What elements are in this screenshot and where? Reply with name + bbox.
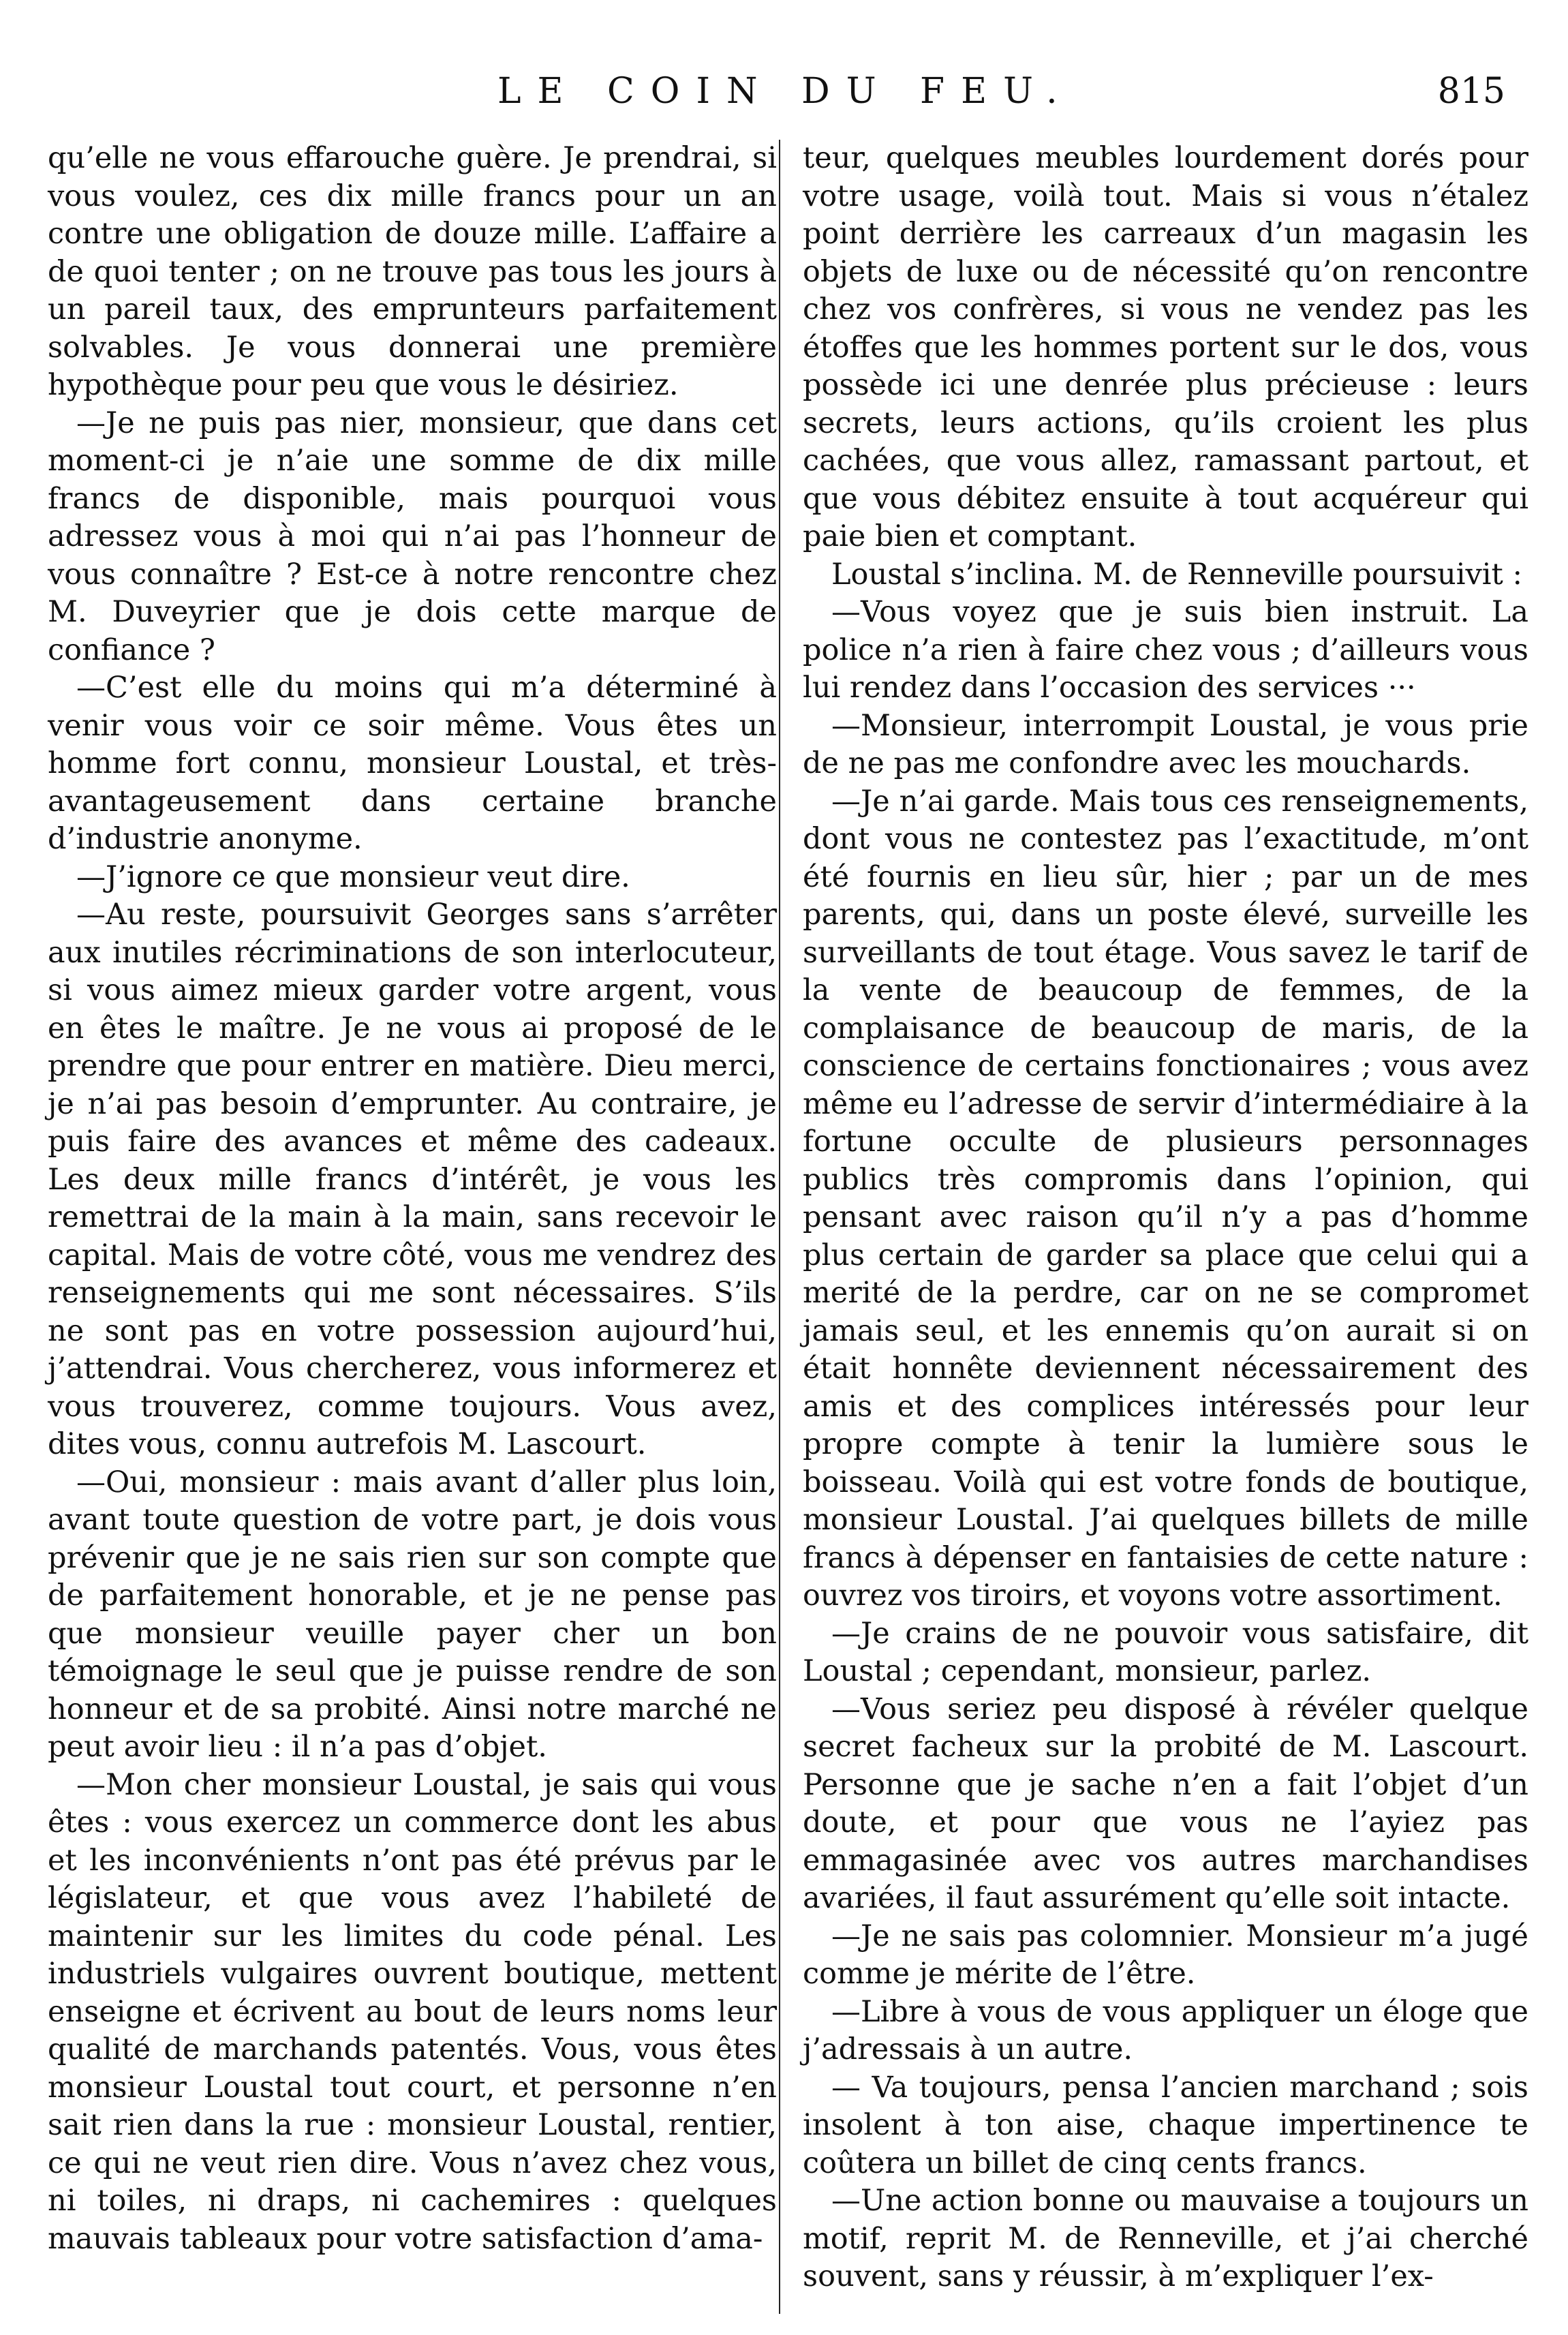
- paragraph: —Au reste, poursuivit Georges sans s’arrêter aux inutiles récriminations de son interlocuteur, si vous aimez mieux garder votre argent, vous en êtes le maître. Je ne vous ai proposé de le prendre que pour entrer en matière. Dieu merci, je n’ai pas besoin d’emprunter. Au contraire, je puis faire des avances et même des cadeaux. Les deux mille francs d’intérêt, je vous les remettrai de la main à la main, sans recevoir le capital. Mais de votre côté, vous me vendrez des renseignements qui me sont nécessaires. S’ils ne sont pas en votre possession aujourd’hui, j’attendrai. Vous chercherez, vous informerez et vous trouverez, comme toujours. Vous avez, dites vous, connu autrefois M. Lascourt.: [48, 898, 777, 1461]
- paragraph: —Une action bonne ou mauvaise a toujours un motif, reprit M. de Renneville, et j’ai cherché souvent, sans y réussir, à m’expliquer l’ex-: [803, 2184, 1528, 2293]
- paragraph: —Je ne puis pas nier, monsieur, que dans cet moment-ci je n’aie une somme de dix mille francs de disponible, mais pourquoi vous adressez vous à moi qui n’ai pas l’honneur de vous connaître ? Est-ce à notre rencontre chez M. Duveyrier que je dois cette marque de confiance ?: [48, 406, 777, 667]
- paragraph: —Monsieur, interrompit Loustal, je vous prie de ne pas me confondre avec les mouchards.: [803, 708, 1528, 780]
- paragraph: —Mon cher monsieur Loustal, je sais qui vous êtes : vous exercez un commerce dont les abus et les inconvénients n’ont pas été prévus par le législateur, et que vous avez l’habileté de maintenir sur les limites du code pénal. Les industriels vulgaires ouvrent boutique, mettent enseigne et écrivent au bout de leurs noms leur qualité de marchands patentés. Vous, vous êtes monsieur Loustal tout court, et personne n’en sait rien dans la rue : monsieur Loustal, rentier, ce qui ne veut rien dire. Vous n’avez chez vous, ni toiles, ni draps, ni cachemires : quelques mauvais tableaux pour votre satisfaction d’ama-: [48, 1767, 777, 2256]
- paragraph: —Libre à vous de vous appliquer un éloge que j’adressais à un autre.: [803, 1994, 1528, 2066]
- right-column: [803, 140, 1528, 2296]
- paragraph: —Oui, monsieur : mais avant d’aller plus loin, avant toute question de votre part, je dois vous prévenir que je ne sais rien sur son compte que de parfaitement honorable, et je ne pense pas que monsieur veuille payer cher un bon témoignage le seul que je puisse rendre de son honneur et de sa probité. Ainsi notre marché ne peut avoir lieu : il n’a pas d’objet.: [48, 1465, 777, 1764]
- paragraph: —Je ne sais pas colomnier. Monsieur m’a jugé comme je mérite de l’être.: [803, 1919, 1528, 1991]
- paragraph: —C’est elle du moins qui m’a déterminé à venir vous voir ce soir même. Vous êtes un homme fort connu, monsieur Loustal, et très-avantageusement dans certaine branche d’industrie anonyme.: [48, 671, 777, 856]
- page-number: 815: [1437, 71, 1505, 112]
- paragraph: — Va toujours, pensa l’ancien marchand ; sois insolent à ton aise, chaque impertinence te coûtera un billet de cinq cents francs.: [803, 2070, 1528, 2180]
- paragraph: —Vous voyez que je suis bien instruit. La police n’a rien à faire chez vous ; d’ailleurs vous lui rendez dans l’occasion des services ···: [803, 595, 1528, 705]
- paragraph: qu’elle ne vous effarouche guère. Je prendrai, si vous voulez, ces dix mille francs pour un an contre une obligation de douze mille. L’affaire a de quoi tenter ; on ne trouve pas tous les jours à un pareil taux, des emprunteurs parfaitement solvables. Je vous donnerai une première hypothèque pour peu que vous le désiriez.: [48, 141, 777, 402]
- running-title: LE COIN DU FEU.: [497, 71, 1074, 112]
- page-header: [0, 71, 1568, 125]
- paragraph: —Je n’ai garde. Mais tous ces renseignements, dont vous ne contestez pas l’exactitude, m’ont été fournis en lieu sûr, hier ; par un de mes parents, qui, dans un poste élevé, surveille les surveillants de tout étage. Vous savez le tarif de la vente de beaucoup de femmes, de la complaisance de beaucoup de maris, de la conscience de certains fonctionaires ; vous avez même eu l’adresse de servir d’intermédiaire à la fortune occulte de plusieurs personnages publics très compromis dans l’opinion, qui pensant avec raison qu’il n’y a pas d’homme plus certain de garder sa place que celui qui a merité de la perdre, car on ne se compromet jamais seul, et les ennemis qu’on aurait si on était honnête deviennent nécessairement des amis et des complices intéressés pour leur propre compte à tenir la lumière sous le boisseau. Voilà qui est votre fonds de boutique, monsieur Loustal. J’ai quelques billets de mille francs à dépenser en fantaisies de cette nature : ouvrez vos tiroirs, et voyons votre assortiment.: [803, 784, 1528, 1613]
- paragraph: Loustal s’inclina. M. de Renneville poursuivit :: [831, 557, 1522, 592]
- paragraph: teur, quelques meubles lourdement dorés pour votre usage, voilà tout. Mais si vous n’étalez point derrière les carreaux d’un magasin les objets de luxe ou de nécessité qu’on rencontre chez vos confrères, si vous ne vendez pas les étoffes que les hommes portent sur le dos, vous possède ici une denrée plus précieuse : leurs secrets, leurs actions, qu’ils croient les plus cachées, que vous allez, ramassant partout, et que vous débitez ensuite à tout acquéreur qui paie bien et comptant.: [803, 141, 1528, 553]
- left-column: [48, 140, 777, 2258]
- paragraph: —Je crains de ne pouvoir vous satisfaire, dit Loustal ; cependant, monsieur, parlez.: [803, 1616, 1528, 1688]
- paragraph: —Vous seriez peu disposé à révéler quelque secret facheux sur la probité de M. Lascourt. Personne que je sache n’en a fait l’objet d’un doute, et pour que vous ne l’ayiez pas emmagasinée avec vos autres marchandises avariées, il faut assurément qu’elle soit intacte.: [803, 1692, 1528, 1915]
- column-divider: [779, 140, 780, 2314]
- paragraph: —J’ignore ce que monsieur veut dire.: [76, 859, 630, 894]
